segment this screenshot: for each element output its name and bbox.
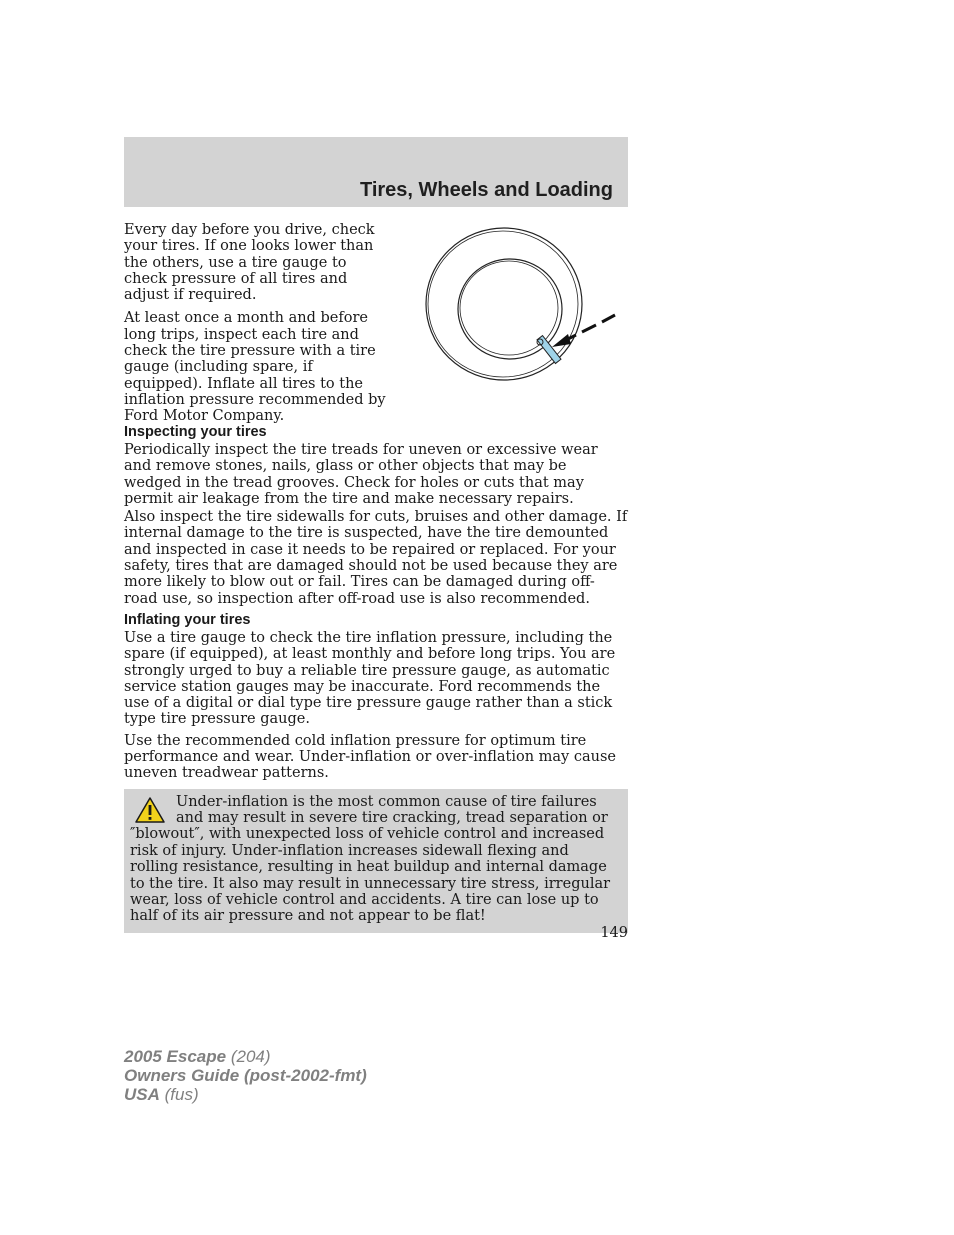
inspecting-heading: Inspecting your tires <box>124 424 267 440</box>
inflating-paragraph-2: Use the recommended cold inflation pressure for optimum tire performance and wear. Under-inflation or over-inflation may cause uneven treadwear patterns. <box>124 732 616 782</box>
footer-market-code: (fus) <box>164 1085 199 1104</box>
intro-paragraph-1: Every day before you drive, check your tires. If one looks lower than the others, use a tire gauge to check pressure of all tires and adjust if required. <box>124 222 375 304</box>
footer-line-2 <box>124 1066 367 1085</box>
footer-market: USA <box>124 1085 160 1104</box>
arrow-dash-2 <box>582 325 596 332</box>
page-content <box>124 222 628 933</box>
inflating-paragraph-1: Use a tire gauge to check the tire inflation pressure, including the spare (if equipped), at least monthly and before long trips. You are strongly urged to buy a reliable tire pressure gauge, as automatic service station gauges may be inaccurate. Ford recommends the use of a digital or dial type tire pressure gauge rather than a stick type tire pressure gauge. <box>124 629 616 728</box>
tire-gauge-illustration <box>422 222 622 386</box>
footer-model-code: (204) <box>230 1047 271 1066</box>
footer-line-1 <box>124 1047 367 1066</box>
footer-line-3 <box>124 1085 367 1104</box>
tire-drawing <box>422 222 622 386</box>
intro-paragraph-2: At least once a month and before long trips, inspect each tire and check the tire pressure with a tire gauge (including spare, if equipped). Inflate all tires to the inflation pressure recommended by Ford Motor Company. <box>124 310 386 425</box>
warning-text: Under-inflation is the most common cause of tire failures and may result in severe tire cracking, tread separation or ″blowout″, with unexpected loss of vehicle control and increased risk of injury. Under-inflation increases sidewall flexing and rolling resistance, resulting in heat buildup and internal damage to the tire. It also may result in unnecessary tire stress, irregular wear, loss of vehicle control and accidents. A tire can lose up to half of its air pressure and not appear to be flat! <box>130 793 611 925</box>
section-header-band <box>124 137 628 207</box>
warning-triangle-icon <box>134 796 166 824</box>
page-number: 149 <box>600 925 628 941</box>
section-title: Tires, Wheels and Loading <box>359 179 613 201</box>
inflating-heading: Inflating your tires <box>124 611 251 628</box>
intro-text <box>124 222 386 432</box>
inspecting-paragraph-2: Also inspect the tire sidewalls for cuts, bruises and other damage. If internal damage to the tire is suspected, have the tire demounted and inspected in case it needs to be repaired or replaced. For your safety, tires that are damaged should not be used because they are more likely to blow out or fail. Tires can be damaged during off-road use, so inspection after off-road use is also recommended. <box>124 509 628 607</box>
arrow-dash-1 <box>602 315 615 322</box>
inspecting-paragraph-1: Periodically inspect the tire treads for uneven or excessive wear and remove stones, nails, glass or other objects that may be wedged in the tread grooves. Check for holes or cuts that may permit air leakage from the tire and make necessary repairs. <box>124 442 598 507</box>
footer-guide-name: Owners Guide (post-2002-fmt) <box>124 1066 367 1085</box>
intro-section <box>124 222 628 425</box>
warning-box <box>124 789 628 933</box>
document-footer <box>124 1047 367 1104</box>
footer-model: 2005 Escape <box>124 1047 227 1066</box>
